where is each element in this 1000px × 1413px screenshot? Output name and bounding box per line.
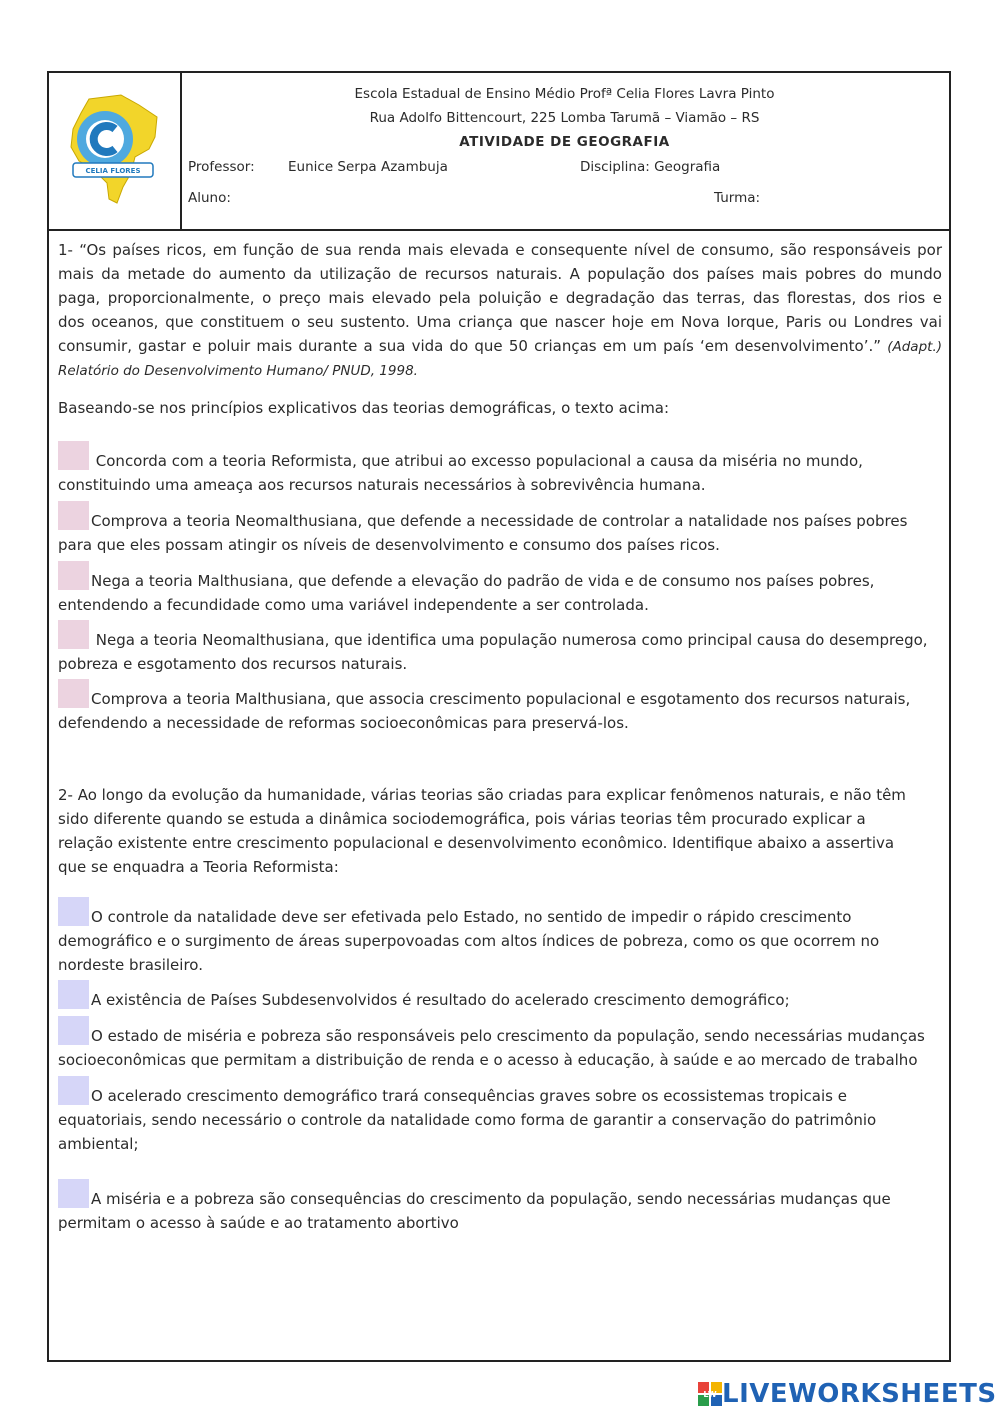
q2-option-2[interactable] xyxy=(58,980,944,1012)
adapt-note: (Adapt.) xyxy=(887,339,942,355)
option-text: Comprova a teoria Malthusiana, que associa crescimento populacional e esgotamento dos recursos naturais, xyxy=(91,690,911,708)
liveworksheets-icon xyxy=(698,1382,722,1406)
q1-option-1[interactable] xyxy=(58,441,944,497)
answer-checkbox[interactable] xyxy=(58,620,89,649)
q2-option-1[interactable] xyxy=(58,897,944,977)
professor-label: Professor: xyxy=(188,159,255,175)
discipline-label: Disciplina: Geografia xyxy=(580,159,721,175)
q1-line: 1- “Os países ricos, em função de sua renda mais elevada e consequente nível de consumo, são responsáveis por xyxy=(58,241,942,259)
q2-option-4[interactable] xyxy=(58,1076,944,1156)
option-text: para que eles possam atingir os níveis de desenvolvimento e consumo dos países ricos. xyxy=(58,536,720,554)
option-text: A existência de Países Subdesenvolvidos é resultado do acelerado crescimento demográfico; xyxy=(91,991,790,1009)
q1-option-4[interactable] xyxy=(58,620,944,676)
option-text: equatoriais, sendo necessário o controle da natalidade como forma de garantir a conservação do patrimônio xyxy=(58,1111,877,1129)
answer-checkbox[interactable] xyxy=(58,980,89,1009)
question-2-text xyxy=(58,783,942,879)
q1-line: paga, proporcionalmente, o preço mais elevado pela poluição e degradação das terras, das florestas, dos rios e xyxy=(58,289,942,307)
q2-option-3[interactable] xyxy=(58,1016,944,1072)
option-text: entendendo a fecundidade como uma variável independente a ser controlada. xyxy=(58,596,649,614)
option-text: Comprova a teoria Neomalthusiana, que defende a necessidade de controlar a natalidade nos países pobres xyxy=(91,512,908,530)
q2-line: sido diferente quando se estuda a dinâmica sociodemográfica, pois várias teorias têm procurado explicar a xyxy=(58,810,866,828)
student-label: Aluno: xyxy=(188,190,231,206)
activity-title: ATIVIDADE DE GEOGRAFIA xyxy=(459,134,670,150)
logo-text: CELIA FLORES xyxy=(85,167,141,175)
worksheet-frame xyxy=(47,71,951,1362)
question-1-text xyxy=(58,238,942,383)
q1-option-3[interactable] xyxy=(58,561,944,617)
q1-source: Relatório do Desenvolvimento Humano/ PNUD, 1998. xyxy=(58,363,418,379)
option-text: socioeconômicas que permitam a distribuição de renda e o acesso à educação, à saúde e ao mercado de trabalho xyxy=(58,1051,918,1069)
option-text: constituindo uma ameaça aos recursos naturais necessários à sobrevivência humana. xyxy=(58,476,706,494)
answer-checkbox[interactable] xyxy=(58,1076,89,1105)
school-name: Escola Estadual de Ensino Médio Profª Celia Flores Lavra Pinto xyxy=(354,86,775,102)
answer-checkbox[interactable] xyxy=(58,679,89,708)
q1-option-5[interactable] xyxy=(58,679,944,735)
answer-checkbox[interactable] xyxy=(58,897,89,926)
q1-line-last xyxy=(58,334,942,359)
option-text: Concorda com a teoria Reformista, que atribui ao excesso populacional a causa da miséria no mundo, xyxy=(95,452,863,470)
option-text: O controle da natalidade deve ser efetivada pelo Estado, no sentido de impedir o rápido crescimento xyxy=(91,908,852,926)
q2-line: que se enquadra a Teoria Reformista: xyxy=(58,858,339,876)
option-text: O estado de miséria e pobreza são responsáveis pelo crescimento da população, sendo necessárias mudanças xyxy=(91,1027,925,1045)
option-text: Nega a teoria Malthusiana, que defende a elevação do padrão de vida e de consumo nos países pobres, xyxy=(91,572,875,590)
option-text: O acelerado crescimento demográfico trará consequências graves sobre os ecossistemas tropicais e xyxy=(91,1087,847,1105)
logo-cell xyxy=(49,73,182,229)
q2-line: relação existente entre crescimento populacional e desenvolvimento econômico. Identifique abaixo a assertiva xyxy=(58,834,895,852)
q1-line: mais da metade do aumento da utilização de recursos naturais. A população dos países mais pobres do mundo xyxy=(58,265,942,283)
q2-option-5[interactable] xyxy=(58,1179,944,1235)
option-text: ambiental; xyxy=(58,1135,139,1153)
option-text: A miséria e a pobreza são consequências do crescimento da população, sendo necessárias mudanças que xyxy=(91,1190,891,1208)
q1-line: consumir, gastar e poluir mais durante a sua vida do que 50 crianças em um país ‘em desenvolvimento’.” xyxy=(58,337,882,355)
school-address: Rua Adolfo Bittencourt, 225 Lomba Tarumã – Viamão – RS xyxy=(369,110,760,126)
option-text: pobreza e esgotamento dos recursos naturais. xyxy=(58,655,408,673)
q1-line: dos oceanos, que constituem o seu sustento. Uma criança que nascer hoje em Nova Iorque, Paris ou Londres vai xyxy=(58,313,942,331)
q1-option-2[interactable] xyxy=(58,501,944,557)
answer-checkbox[interactable] xyxy=(58,561,89,590)
answer-checkbox[interactable] xyxy=(58,1179,89,1208)
brand-mark: LW xyxy=(703,1390,717,1399)
option-text: nordeste brasileiro. xyxy=(58,956,203,974)
option-text: Nega a teoria Neomalthusiana, que identifica uma população numerosa como principal causa do desemprego, xyxy=(95,631,928,649)
q2-line: 2- Ao longo da evolução da humanidade, várias teorias são criadas para explicar fenômenos naturais, e não têm xyxy=(58,786,906,804)
answer-checkbox[interactable] xyxy=(58,1016,89,1045)
option-text: demográfico e o surgimento de áreas superpovoadas com altos índices de pobreza, como os que ocorrem no xyxy=(58,932,880,950)
liveworksheets-logo[interactable] xyxy=(698,1379,997,1409)
option-text: permitam o acesso à saúde e ao tratamento abortivo xyxy=(58,1214,459,1232)
answer-checkbox[interactable] xyxy=(58,441,89,470)
answer-checkbox[interactable] xyxy=(58,501,89,530)
class-label: Turma: xyxy=(714,190,761,206)
option-text: defendendo a necessidade de reformas socioeconômicas para preservá-los. xyxy=(58,714,629,732)
header-table xyxy=(49,73,949,231)
q1-prompt: Baseando-se nos princípios explicativos das teorias demográficas, o texto acima: xyxy=(58,399,670,417)
school-logo xyxy=(59,91,167,211)
brand-name: LIVEWORKSHEETS xyxy=(722,1379,997,1409)
professor-name: Eunice Serpa Azambuja xyxy=(288,159,448,175)
